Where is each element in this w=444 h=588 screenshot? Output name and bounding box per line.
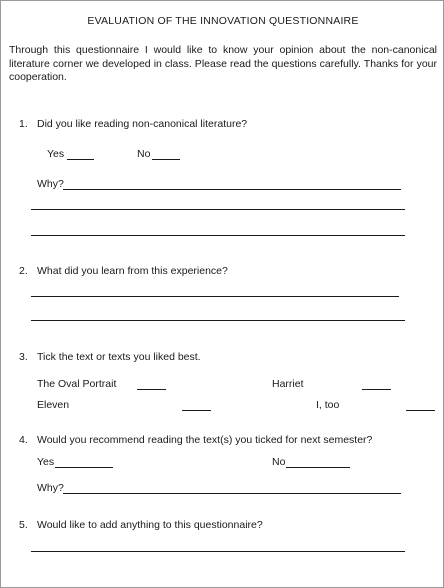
q3-option-label: Eleven xyxy=(37,399,70,411)
q4-why-line[interactable] xyxy=(63,493,401,494)
q1-no-label: No xyxy=(137,148,151,160)
q4-number: 4. xyxy=(19,434,28,446)
q3-option-label: Harriet xyxy=(272,378,304,390)
q1-text: Did you like reading non-canonical literature? xyxy=(37,118,248,130)
q3-option-tick[interactable] xyxy=(137,389,166,390)
q4-no-label: No xyxy=(272,456,286,468)
q2-number: 2. xyxy=(19,265,28,277)
q4-why-label: Why? xyxy=(37,482,64,494)
q2-answer-line[interactable] xyxy=(31,320,405,321)
document-title: EVALUATION OF THE INNOVATION QUESTIONNAIRE xyxy=(87,15,359,27)
q5-text: Would like to add anything to this questionnaire? xyxy=(37,519,263,531)
q3-option-tick[interactable] xyxy=(406,410,435,411)
q4-yes-label: Yes xyxy=(37,456,55,468)
q4-yes-blank[interactable] xyxy=(55,467,113,468)
q5-number: 5. xyxy=(19,519,28,531)
q4-text: Would you recommend reading the text(s) you ticked for next semester? xyxy=(37,434,373,446)
q1-why-line[interactable] xyxy=(63,189,401,190)
q3-option-tick[interactable] xyxy=(182,410,211,411)
q1-yes-blank[interactable] xyxy=(67,159,94,160)
q4-no-blank[interactable] xyxy=(286,467,350,468)
q3-option-label: The Oval Portrait xyxy=(37,378,117,390)
intro-paragraph: Through this questionnaire I would like to know your opinion about the non-canonical literature corner we developed in class. Please read the questions carefully. Thanks for your cooperation. xyxy=(9,44,437,83)
q2-text: What did you learn from this experience? xyxy=(37,265,228,277)
q1-answer-line[interactable] xyxy=(31,235,405,236)
q1-number: 1. xyxy=(19,118,28,130)
q3-option-label: I, too xyxy=(316,399,340,411)
q1-no-blank[interactable] xyxy=(152,159,180,160)
q3-option-tick[interactable] xyxy=(362,389,391,390)
q1-yes-label: Yes xyxy=(47,148,65,160)
q1-why-label: Why? xyxy=(37,178,64,190)
q5-answer-line[interactable] xyxy=(31,551,405,552)
q3-text: Tick the text or texts you liked best. xyxy=(37,351,201,363)
q3-number: 3. xyxy=(19,351,28,363)
q1-answer-line[interactable] xyxy=(31,209,405,210)
q2-answer-line[interactable] xyxy=(31,296,399,297)
